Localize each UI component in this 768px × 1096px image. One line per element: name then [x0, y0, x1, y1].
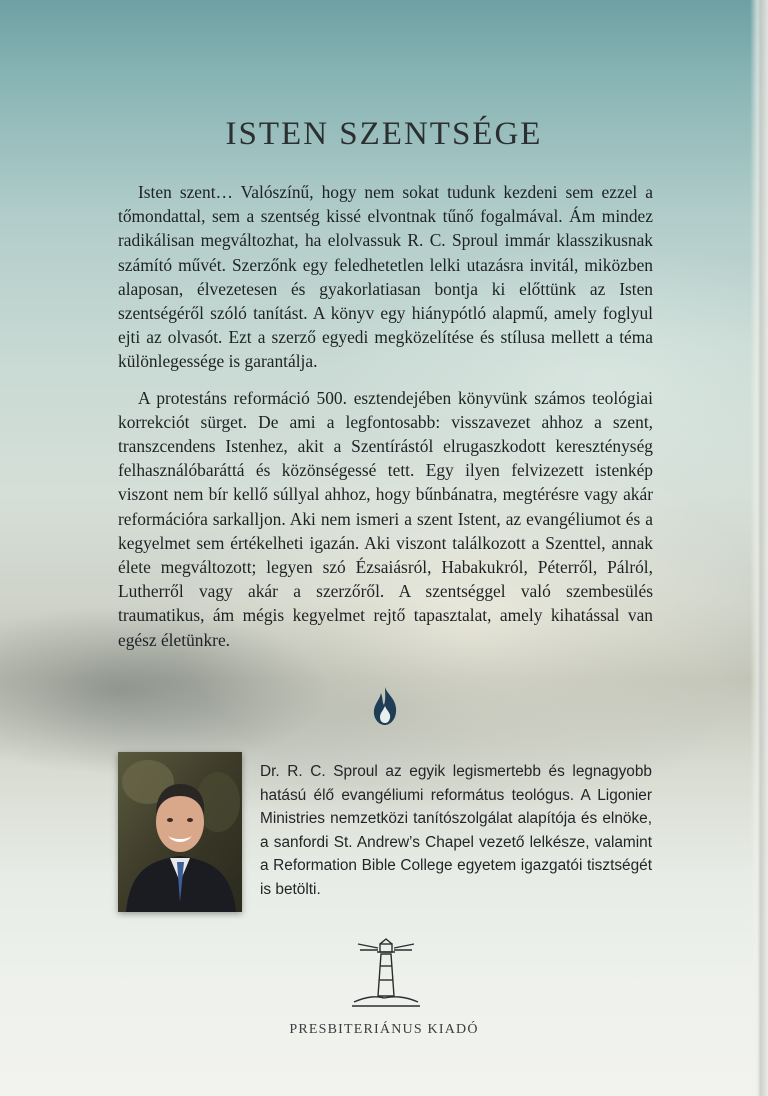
cover-edge — [750, 0, 768, 1096]
blurb-paragraph-1: Isten szent… Valószínű, hogy nem sokat tudunk kezdeni sem ezzel a tőmondattal, sem a szentség kissé elvontnak tűnő fogalmával. Ám mindez radikálisan megváltozhat, ha elolvassuk R. C. Sproul immár klasszikusnak számító művét. Szerzőnk egy feledhetetlen lelki utazásra invitál, miközben alaposan, élvezetesen és gyakorlatiasan bontja ki előttünk az Isten szentségéről szóló tanítást. A könyv egy hiánypótló alapmű, amely foglyul ejti az olvasót. Ezt a szerző egyedi megközelítése és stílusa mellett a téma különlegessége is garantálja. — [118, 182, 653, 372]
blurb — [118, 180, 653, 664]
publisher-name: PRESBITERIÁNUS KIADÓ — [289, 1022, 479, 1037]
author-photo — [118, 752, 242, 912]
blurb-paragraph-2: A protestáns reformáció 500. esztendejében könyvünk számos teológiai korrekciót sürget. De ami a legfontosabb: visszavezet ahhoz a szent, transzcendens Istenhez, akit a Szentírástól elrugaszkodott kereszténység felhasználóbaráttá és közönségessé tett. Egy ilyen felvizezett istenkép viszont nem bír kellő súllyal ahhoz, hogy bűnbánatra, megtérésre vagy akár reformációra sarkalljon. Aki nem ismeri a szent Istent, az evangéliumot és a kegyelmet sem értékelheti igazán. Aki viszont találkozott a Szenttel, annak élete megváltozott; legyen szó Ézsaiásról, Habakukról, Péterről, Pálról, Lutherről vagy akár a szerzőről. A szentséggel való szembesülés traumatikus, ám mégis kegyelmet rejtő tapasztalat, amely kihatással van egész életünkre. — [118, 387, 653, 650]
author-bio: Dr. R. C. Sproul az egyik legismertebb és legnagyobb hatású élő evangéliumi református teológus. A Ligonier Ministries nemzetközi tanítószolgálat alapítója és elnöke, a sanfordi St. Andrew’s Chapel vezető lelkésze, valamint a Reformation Bible College egyetem igazgatói tisztségét is betölti. — [260, 763, 652, 898]
lighthouse-icon — [348, 936, 424, 1010]
flame-icon — [370, 686, 400, 726]
book-title: ISTEN SZENTSÉGE — [225, 116, 543, 152]
